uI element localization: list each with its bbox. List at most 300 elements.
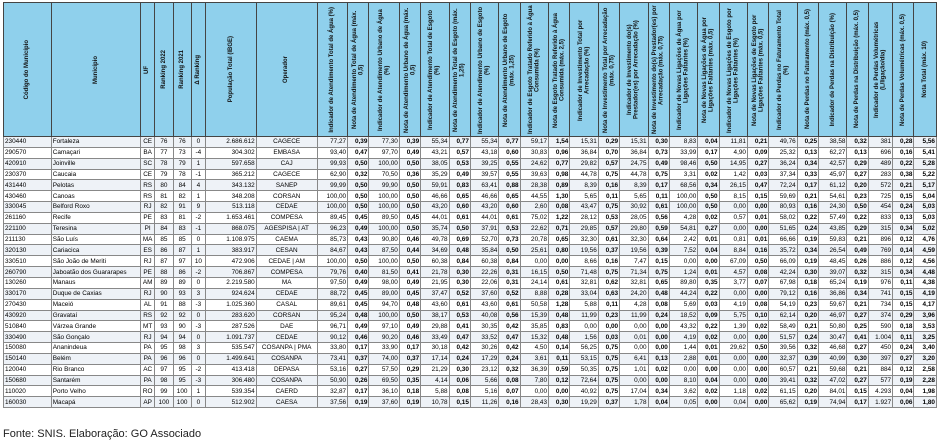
table-cell: 55,34 [421, 137, 449, 148]
table-cell: 0,07 [747, 277, 768, 288]
column-header-label: Nota de Perdas Volumétricas (máx. 0,5) [900, 13, 907, 126]
table-cell: 29,82 [570, 158, 598, 169]
table-cell: 1.653.461 [205, 212, 256, 223]
table-cell: 3,62 [669, 386, 697, 397]
table-cell: 97 [155, 364, 173, 375]
column-header [449, 3, 470, 137]
column-header-label: Nota Total (máx. 10) [922, 41, 929, 98]
table-cell: 14,95 [719, 158, 747, 169]
table-cell: 0,30 [449, 364, 470, 375]
table-cell: 84 [173, 180, 191, 191]
table-cell: 85 [155, 234, 173, 245]
table-cell: COSANPA [256, 375, 317, 386]
table-cell: 59,69 [769, 191, 797, 202]
column-header-label: Município [92, 55, 99, 84]
table-cell: 5,41 [914, 147, 937, 158]
table-cell: 0,34 [698, 180, 719, 191]
table-cell: 0,21 [747, 137, 768, 148]
table-cell: 0,23 [598, 310, 619, 321]
table-cell: 0,01 [698, 343, 719, 354]
table-cell: 40,92 [570, 386, 598, 397]
table-cell: 74,94 [819, 397, 847, 408]
table-cell: 43,47 [570, 202, 598, 213]
table-cell: 42,24 [769, 267, 797, 278]
column-header [698, 3, 719, 137]
table-cell: 0,50 [698, 191, 719, 202]
table-cell: 1 [191, 191, 205, 202]
table-cell: 0,34 [893, 267, 914, 278]
table-cell: CASAL [256, 299, 317, 310]
column-header [191, 3, 205, 137]
table-cell: 0,20 [847, 180, 868, 191]
table-row [4, 277, 937, 288]
table-cell: 43,85 [819, 223, 847, 234]
table-cell: 211130 [4, 234, 52, 245]
table-cell: 0,00 [669, 364, 697, 375]
table-cell: 150140 [4, 353, 52, 364]
table-cell: 15,39 [520, 310, 548, 321]
table-cell: 26,54 [819, 245, 847, 256]
table-cell: RJ [141, 332, 155, 343]
table-cell: 100,00 [369, 310, 399, 321]
table-cell: 32,30 [570, 234, 598, 245]
table-cell: RS [141, 180, 155, 191]
table-cell: 82 [173, 191, 191, 202]
table-cell: 0,81 [719, 234, 747, 245]
table-cell: 0,37 [598, 397, 619, 408]
table-cell: 0,31 [499, 277, 520, 288]
table-cell: 0,50 [348, 180, 369, 191]
table-cell: 0,37 [399, 353, 420, 364]
column-header [819, 3, 847, 137]
table-cell: 25,61 [520, 245, 548, 256]
table-cell: 0,65 [499, 191, 520, 202]
table-cell: 0,34 [797, 245, 818, 256]
table-cell: 2,58 [914, 364, 937, 375]
table-cell: 696 [868, 147, 892, 158]
table-cell: 0,60 [499, 202, 520, 213]
table-cell: CAEMA [256, 234, 317, 245]
table-cell: 30,35 [470, 321, 498, 332]
table-cell: 304.302 [205, 147, 256, 158]
table-cell: São João de Meriti [51, 256, 140, 267]
table-cell: CORSAN [256, 191, 317, 202]
table-cell: -1 [191, 223, 205, 234]
table-cell: 5,04 [914, 191, 937, 202]
table-cell: 2,60 [520, 202, 548, 213]
table-cell: 0,75 [598, 169, 619, 180]
column-header-label: Indicador de Atendimento Total de Água (%) [329, 6, 336, 133]
table-cell: 77,27 [317, 137, 347, 148]
table-cell: 0,24 [797, 332, 818, 343]
table-cell: 30,92 [620, 202, 648, 213]
table-cell: 88 [173, 299, 191, 310]
table-cell: 120040 [4, 364, 52, 375]
table-cell: 98,00 [369, 277, 399, 288]
table-cell: 30,18 [421, 343, 449, 354]
table-cell: CEDAE [256, 332, 317, 343]
table-cell: 0,11 [648, 191, 669, 202]
table-cell: 100,00 [369, 256, 399, 267]
table-cell: 89,50 [369, 212, 399, 223]
table-row [4, 299, 937, 310]
table-cell: Jaboatão dos Guararapes [51, 267, 140, 278]
table-cell: 0,64 [648, 234, 669, 245]
table-cell: 90 [173, 321, 191, 332]
table-cell: 0,65 [449, 191, 470, 202]
table-cell: 0,56 [648, 212, 669, 223]
table-cell: 86 [173, 267, 191, 278]
table-cell: 365.212 [205, 169, 256, 180]
table-cell: PA [141, 343, 155, 354]
table-cell: 0,22 [698, 288, 719, 299]
table-cell: 100,00 [669, 191, 697, 202]
table-cell: 3,96 [914, 310, 937, 321]
table-cell: 0,26 [348, 375, 369, 386]
table-cell: 0,11 [893, 332, 914, 343]
table-cell: São Gonçalo [51, 332, 140, 343]
table-cell: 0,06 [893, 397, 914, 408]
table-cell: 0,57 [719, 212, 747, 223]
table-cell: 0,09 [747, 147, 768, 158]
table-cell: 0,84 [499, 256, 520, 267]
table-cell: 0,75 [648, 267, 669, 278]
table-cell: 1,42 [719, 169, 747, 180]
column-header [173, 3, 191, 137]
table-cell: 0,00 [747, 364, 768, 375]
table-cell: 450 [868, 343, 892, 354]
table-cell: Teresina [51, 223, 140, 234]
column-header [470, 3, 498, 137]
table-cell: 8,88 [520, 288, 548, 299]
table-cell: 37,60 [470, 288, 498, 299]
table-cell: 8,39 [570, 180, 598, 191]
table-cell: 577 [868, 375, 892, 386]
table-cell: 42,57 [819, 158, 847, 169]
table-cell: 0,53 [449, 158, 470, 169]
table-row [4, 397, 937, 408]
table-cell: 0,27 [847, 343, 868, 354]
column-header-label: Nota de Perdas no Faturamento (máx. 0,5) [804, 9, 811, 130]
table-cell: 5,56 [914, 137, 937, 148]
table-cell: 79,12 [769, 288, 797, 299]
table-cell: 0,27 [698, 223, 719, 234]
table-cell: 0,50 [348, 256, 369, 267]
table-row [4, 169, 937, 180]
table-cell: 110020 [4, 386, 52, 397]
table-cell: 32,81 [620, 277, 648, 288]
table-cell: 0,88 [499, 180, 520, 191]
table-cell: 62,90 [317, 169, 347, 180]
column-header [648, 3, 669, 137]
column-header [51, 3, 140, 137]
table-cell: 37,34 [769, 169, 797, 180]
table-cell: 0,00 [648, 343, 669, 354]
table-cell: 3,40 [914, 343, 937, 354]
table-cell: 46,68 [819, 343, 847, 354]
table-cell: 0,46 [399, 234, 420, 245]
table-cell: 36,86 [819, 288, 847, 299]
table-cell: 95 [173, 375, 191, 386]
table-cell: 0,61 [549, 277, 570, 288]
column-header-label: Indicador de Perdas na Distribuição (%) [829, 12, 836, 127]
table-cell: 0,17 [399, 343, 420, 354]
table-cell: 0,27 [847, 310, 868, 321]
table-cell: 0,32 [797, 375, 818, 386]
table-cell: 51,65 [769, 223, 797, 234]
table-cell: 0,00 [570, 321, 598, 332]
column-header-label: Nota de Perdas na Distribuição (máx. 0,5) [854, 10, 861, 129]
table-cell: 36,24 [769, 158, 797, 169]
table-cell: 35,85 [520, 321, 548, 332]
table-cell: 96,23 [317, 223, 347, 234]
table-row [4, 147, 937, 158]
table-cell: 0,41 [847, 332, 868, 343]
table-cell: 512.902 [205, 397, 256, 408]
table-cell: 5,88 [421, 386, 449, 397]
table-cell: 35,84 [470, 245, 498, 256]
table-cell: 98 [173, 343, 191, 354]
table-cell: 4 [191, 180, 205, 191]
table-cell: 4,28 [620, 299, 648, 310]
table-cell: 0,50 [399, 256, 420, 267]
table-cell: 0,02 [698, 169, 719, 180]
table-cell: 0,16 [598, 256, 619, 267]
table-cell: 28,43 [520, 397, 548, 408]
column-header [141, 3, 155, 137]
table-cell: 5,02 [914, 223, 937, 234]
table-cell: 75,02 [520, 212, 548, 223]
table-cell: 97 [173, 256, 191, 267]
table-cell: 230440 [4, 137, 52, 148]
table-cell: 0,49 [348, 223, 369, 234]
table-cell: 221100 [4, 223, 52, 234]
table-cell: 0,20 [797, 310, 818, 321]
table-cell: 0,50 [499, 245, 520, 256]
table-cell: 0,04 [698, 137, 719, 148]
column-header [914, 3, 937, 137]
table-cell: MA [256, 277, 317, 288]
table-cell: 0,50 [399, 223, 420, 234]
table-body [4, 137, 937, 408]
table-cell: 343.132 [205, 180, 256, 191]
table-cell: 39,56 [769, 343, 797, 354]
table-cell: 91 [155, 299, 173, 310]
table-cell: 66,66 [769, 234, 797, 245]
column-header [549, 3, 570, 137]
table-cell: 90,20 [369, 332, 399, 343]
table-cell: 0,00 [620, 343, 648, 354]
column-header [847, 3, 868, 137]
table-cell: 4,38 [914, 277, 937, 288]
table-cell: 0,48 [399, 299, 420, 310]
table-cell: 0,53 [449, 310, 470, 321]
header-row [4, 3, 937, 137]
table-cell: 0,50 [399, 310, 420, 321]
table-cell: 100,00 [369, 223, 399, 234]
column-header [669, 3, 697, 137]
table-cell: 725 [868, 191, 892, 202]
table-cell: 46,97 [819, 310, 847, 321]
table-cell: 0,29 [847, 223, 868, 234]
table-cell: 82 [155, 202, 173, 213]
table-cell: 0,12 [893, 256, 914, 267]
source-note: Fonte: SNIS. Elaboração: GO Associado [3, 428, 202, 440]
table-cell: 0,04 [698, 375, 719, 386]
table-cell: RJ [141, 288, 155, 299]
table-cell: 0,00 [747, 353, 768, 364]
table-cell: 100,00 [317, 191, 347, 202]
table-cell: 0,00 [549, 386, 570, 397]
table-cell: 0,00 [719, 332, 747, 343]
table-cell: 1.025.360 [205, 299, 256, 310]
table-cell: 4,59 [914, 245, 937, 256]
table-cell: 0,47 [449, 332, 470, 343]
table-cell: 10 [191, 256, 205, 267]
table-cell: 99,99 [317, 180, 347, 191]
table-cell: 0,50 [399, 191, 420, 202]
table-cell: 36,84 [570, 147, 598, 158]
table-cell: 924.624 [205, 288, 256, 299]
column-header [399, 3, 420, 137]
table-cell: 44,01 [421, 212, 449, 223]
table-cell: 0,34 [648, 386, 669, 397]
table-cell: 59,91 [421, 180, 449, 191]
table-cell: AGESPISA | AT [256, 223, 317, 234]
table-cell: 55,34 [470, 137, 498, 148]
table-cell: 489 [868, 158, 892, 169]
table-cell: 833 [868, 212, 892, 223]
table-cell: 0,21 [847, 364, 868, 375]
table-cell: 0,06 [449, 375, 470, 386]
column-header-label: Ranking 2021 [178, 50, 185, 89]
table-cell: 0,11 [598, 191, 619, 202]
table-cell: 3 [191, 288, 205, 299]
table-row [4, 267, 937, 278]
table-cell: 261160 [4, 212, 52, 223]
table-cell: 21,95 [421, 277, 449, 288]
table-cell: CAESA [256, 397, 317, 408]
table-cell: 539.354 [205, 386, 256, 397]
table-cell: 94,70 [369, 299, 399, 310]
table-cell: 1,28 [549, 299, 570, 310]
table-cell: 2.219.580 [205, 277, 256, 288]
table-cell: 33,99 [669, 147, 697, 158]
table-cell: 37,91 [470, 223, 498, 234]
table-cell: 413.418 [205, 364, 256, 375]
table-cell: 0,40 [348, 267, 369, 278]
table-cell: 0,50 [747, 256, 768, 267]
table-cell: 57,49 [819, 212, 847, 223]
table-cell: 0,50 [348, 191, 369, 202]
table-cell: 0,00 [669, 256, 697, 267]
column-header-label: Nota de Investimento Total por Arrecadação (máx. 0,75) [602, 6, 615, 133]
table-cell: 0,00 [698, 256, 719, 267]
table-cell: 0,18 [797, 277, 818, 288]
table-cell: 0,75 [648, 169, 669, 180]
table-cell: Camaçari [51, 147, 140, 158]
table-cell: 78 [155, 158, 173, 169]
table-cell: 0,48 [648, 288, 669, 299]
table-cell: 0,75 [598, 364, 619, 375]
table-cell: 0,24 [893, 202, 914, 213]
table-cell: 290570 [4, 147, 52, 158]
table-cell: 79 [155, 169, 173, 180]
table-cell: 8,39 [620, 180, 648, 191]
table-cell: 5,03 [914, 202, 937, 213]
table-cell: 33,80 [317, 343, 347, 354]
table-cell: Santarém [51, 375, 140, 386]
table-cell: 44,01 [470, 212, 498, 223]
table-cell: RS [141, 310, 155, 321]
column-header-label: Indicador de Esgoto Tratado Referido à Água Consumida (%) [527, 5, 541, 134]
table-cell: 93 [155, 321, 173, 332]
table-cell: 0,61 [499, 212, 520, 223]
table-cell: 0,27 [893, 353, 914, 364]
table-cell: 0,35 [399, 375, 420, 386]
table-cell: 54,61 [819, 191, 847, 202]
table-cell: 83 [155, 212, 173, 223]
table-cell: 58,49 [769, 321, 797, 332]
table-cell: 0,34 [893, 223, 914, 234]
table-cell: 19,29 [570, 397, 598, 408]
table-cell: 99 [155, 386, 173, 397]
table-cell: CAGECE [256, 137, 317, 148]
table-cell: 0,05 [669, 397, 697, 408]
table-cell: 0,00 [719, 202, 747, 213]
table-cell: 50,90 [317, 375, 347, 386]
table-cell: 287.526 [205, 321, 256, 332]
table-cell: 73 [173, 147, 191, 158]
table-cell: 40,08 [470, 310, 498, 321]
table-cell: 0,21 [847, 234, 868, 245]
column-header [797, 3, 818, 137]
table-cell: 60,38 [421, 256, 449, 267]
table-cell: 283 [868, 169, 892, 180]
table-cell: 0,16 [797, 202, 818, 213]
table-cell: 44,78 [620, 169, 648, 180]
table-row [4, 375, 937, 386]
table-row [4, 343, 937, 354]
table-cell: CAGECE [256, 169, 317, 180]
table-cell: 59,67 [819, 299, 847, 310]
table-cell: 0,49 [847, 245, 868, 256]
table-cell: 0,52 [499, 288, 520, 299]
table-cell: 24,30 [819, 202, 847, 213]
table-cell: 0,34 [797, 158, 818, 169]
table-cell: 0,39 [399, 137, 420, 148]
table-cell: 0,50 [698, 202, 719, 213]
column-header [369, 3, 399, 137]
table-cell: 15,31 [620, 137, 648, 148]
table-cell: 0,17 [348, 386, 369, 397]
table-cell: 0,45 [348, 288, 369, 299]
table-cell: 100,00 [669, 202, 697, 213]
table-cell: -3 [191, 299, 205, 310]
table-cell: 0,25 [847, 321, 868, 332]
table-cell: 37,60 [369, 397, 399, 408]
table-row [4, 256, 937, 267]
table-cell: PI [141, 223, 155, 234]
table-cell: EMBASA [256, 147, 317, 158]
table-cell: 83 [173, 223, 191, 234]
table-cell: 44,78 [570, 169, 598, 180]
column-header-label: Nota de Atendimento Total de Água (máx. 0,5) [351, 10, 365, 129]
table-cell: 0,50 [698, 158, 719, 169]
table-cell: 0,48 [549, 332, 570, 343]
table-cell: 32,81 [570, 277, 598, 288]
table-row [4, 212, 937, 223]
